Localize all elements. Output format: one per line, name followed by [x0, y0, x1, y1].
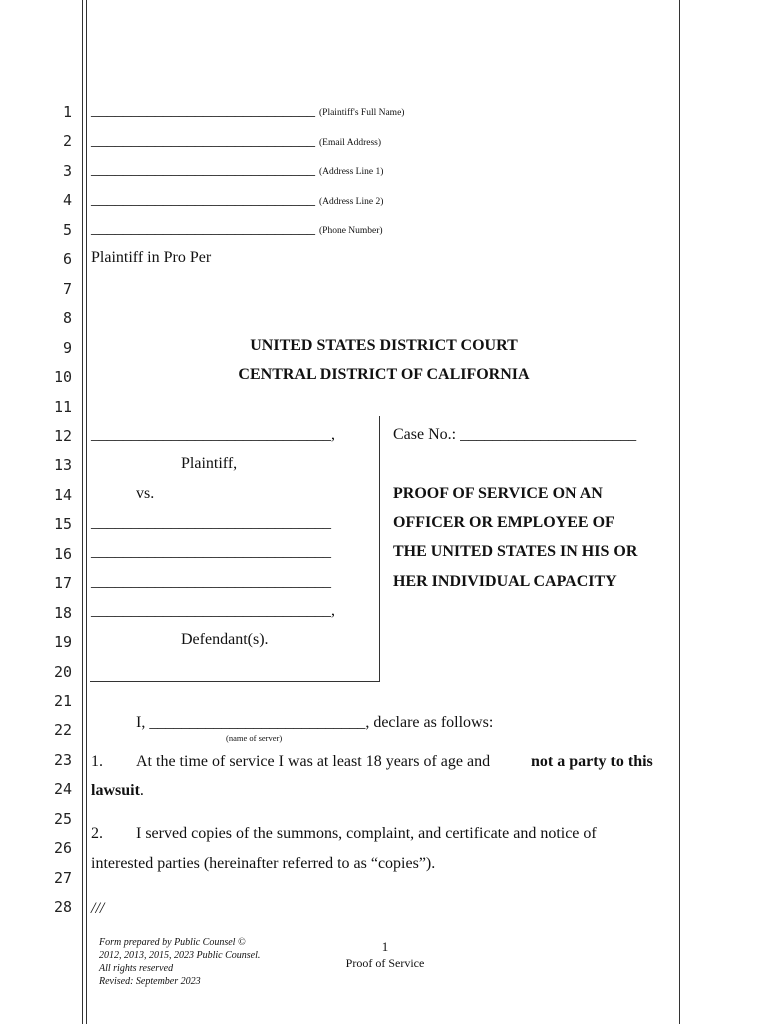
footer-prepared-by: Form prepared by Public Counsel © 2012, 2013, 2015, 2023 Public Counsel. All rights reserved [99, 937, 261, 974]
line-number: 5 [62, 221, 72, 239]
page-footer-title: Proof of Service [345, 956, 425, 970]
line-number: 26 [53, 839, 72, 857]
line-number: 15 [53, 515, 72, 533]
line-number: 11 [53, 398, 72, 416]
vs-label: vs. [136, 485, 155, 502]
blank-line: ____________________________ [91, 161, 315, 178]
line-number: 8 [62, 309, 72, 327]
line-number: 21 [53, 692, 72, 710]
line-number: 13 [53, 456, 72, 474]
line-number: 17 [53, 574, 72, 592]
right-margin-rule [679, 0, 680, 1024]
line-number: 22 [53, 721, 72, 739]
line-number: 1 [62, 103, 72, 121]
case-number-field[interactable]: Case No.: ______________________ [393, 426, 637, 443]
plaintiff-name-field[interactable] [91, 102, 404, 120]
document-title-line: PROOF OF SERVICE ON AN [393, 485, 603, 502]
defendant-blank[interactable]: ______________________________ [91, 543, 331, 560]
field-hint: (Address Line 2) [319, 197, 384, 207]
line-number: 16 [53, 545, 72, 563]
court-name-line1: UNITED STATES DISTRICT COURT [250, 337, 518, 354]
left-margin-rule-inner [86, 0, 87, 1024]
blank-line: ____________________________ [91, 220, 315, 237]
defendant-label: Defendant(s). [181, 631, 269, 648]
line-number: 19 [53, 633, 72, 651]
continued-marker: /// [91, 900, 105, 917]
field-hint: (Plaintiff's Full Name) [319, 108, 405, 118]
blank-line: ____________________________ [91, 191, 315, 208]
line-number: 20 [53, 663, 72, 681]
line-number: 9 [62, 339, 72, 357]
paragraph-1-bold: not a party to this [531, 753, 653, 770]
paragraph-text-bold: lawsuit [91, 782, 140, 799]
footer-revised: Revised: September 2023 [99, 976, 201, 987]
paragraph-text: I served copies of the summons, complaint, and certificate and notice of [136, 825, 597, 842]
paragraph-2-continuation: interested parties (hereinafter referred to as “copies”). [91, 855, 436, 872]
paragraph-number: 1. [91, 753, 103, 770]
document-title-line: OFFICER OR EMPLOYEE OF [393, 514, 615, 531]
document-title-line: HER INDIVIDUAL CAPACITY [393, 573, 617, 590]
line-number: 27 [53, 869, 72, 887]
blank-line: ____________________________ [91, 102, 315, 119]
line-number: 24 [53, 780, 72, 798]
page-number: 1 [381, 939, 389, 954]
name-of-server-hint: (name of server) [226, 733, 283, 743]
line-number: 14 [53, 486, 72, 504]
court-name-line2: CENTRAL DISTRICT OF CALIFORNIA [238, 366, 530, 383]
line-number: 23 [53, 751, 72, 769]
paragraph-number: 2. [91, 825, 103, 842]
plaintiff-label: Plaintiff, [181, 455, 238, 472]
paragraph-text: . [139, 782, 144, 799]
footer-credits [99, 936, 269, 988]
line-number: 28 [53, 898, 72, 916]
blank-line: ____________________________ [91, 132, 315, 149]
paragraph-1 [91, 753, 491, 771]
defendant-blank[interactable]: ______________________________ [91, 573, 331, 590]
field-hint: (Address Line 1) [319, 167, 384, 177]
line-number: 12 [53, 427, 72, 445]
line-number: 18 [53, 604, 72, 622]
plaintiff-blank[interactable]: ______________________________, [91, 426, 335, 443]
defendant-blank[interactable]: ______________________________ [91, 514, 331, 531]
email-address-field[interactable] [91, 132, 381, 150]
line-number: 6 [62, 250, 72, 268]
line-number: 10 [53, 368, 72, 386]
line-number: 2 [62, 132, 72, 150]
document-title-line: THE UNITED STATES IN HIS OR [393, 543, 638, 560]
left-margin-rule-outer [82, 0, 83, 1024]
field-hint: (Phone Number) [319, 226, 383, 236]
line-number: 25 [53, 810, 72, 828]
plaintiff-in-pro-per: Plaintiff in Pro Per [91, 249, 212, 266]
line-number: 7 [62, 280, 72, 298]
field-hint: (Email Address) [319, 138, 382, 148]
address-line-1-field[interactable] [91, 161, 383, 179]
phone-number-field[interactable] [91, 220, 383, 238]
line-number: 4 [62, 191, 72, 209]
defendant-blank[interactable]: ______________________________, [91, 602, 335, 619]
paragraph-text: At the time of service I was at least 18 years of age and [136, 753, 491, 770]
paragraph-2 [91, 825, 597, 843]
paragraph-1-continuation [91, 782, 144, 800]
address-line-2-field[interactable] [91, 191, 383, 209]
line-number: 3 [62, 162, 72, 180]
server-name-declaration[interactable]: I, ___________________________, declare as follows: [136, 714, 494, 731]
